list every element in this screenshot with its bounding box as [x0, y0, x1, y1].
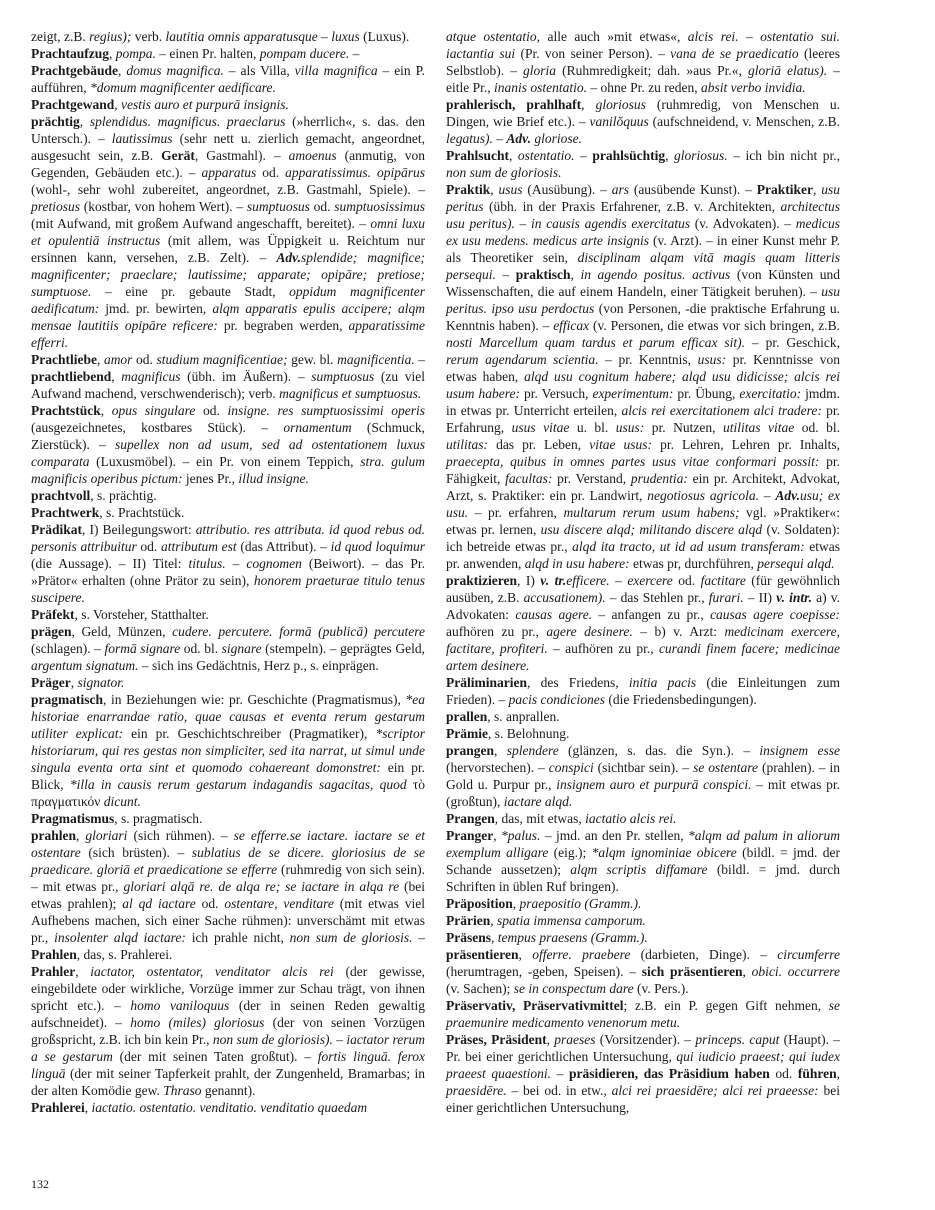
dictionary-entry: pragmatisch, in Beziehungen wie: pr. Geschichte (Pragmatismus), *ea historiae enarrandae ratio, quae causas et eventa rerum gestarum utiliter explicat: ein pr. Geschichtschreiber (Pragmatiker), *scriptor historiarum, qui res gestas non simpliciter, sed ita narrat, ut simul unde singula eventa orta sint et quomodo cohaereant domonstret: ein pr. Blick, *illa in causis rerum gestarum indagandis sagacitas, quod τὸ πραγματικόν dicunt.	[31, 692, 425, 809]
dictionary-entry: praktizieren, I) v. tr.efficere. – exercere od. factitare (für gewöhnlich ausüben, z.B. accusationem). – das Stehlen pr., furari. – II) v. intr. a) v. Advokaten: causas agere. – anfangen zu pr., causas agere coepisse: aufhören zu pr., agere desinere. – b) v. Arzt: medicinam exercere, factitare, profiteri. – aufhören zu pr., curandi finem facere; medicinae artem desinere.	[446, 573, 840, 673]
dictionary-entry: Prachtaufzug, pompa. – einen Pr. halten, pompam ducere. –	[31, 46, 360, 61]
dictionary-entry: prächtig, splendidus. magnificus. praeclarus (»herrlich«, s. das. den Untersch.). – lautissimus (sehr nett u. zierlich gemacht, angeordnet, ausgesucht sein, z.B. Gerät, Gastmahl). – amoenus (anmutig, von Gegenden, Gebäuden etc.). – apparatus od. apparatissimus. opipārus (wohl-, sehr wohl zubereitet, angeordnet, z.B. Gastmahl, Spiele). – pretiosus (kostbar, von hohem Wert). – sumptuosus od. sumptuosissimus (mit Aufwand, mit großem Aufwand angeschafft, bereitet). – omni luxu et opulentiā instructus (mit allem, was Üppigkeit u. Reichtum nur ersinnen kann, versehen, z.B. Zelt). – Adv.splendide; magnifice; magnificenter; praeclare; lautissime; apparate; opipāre; pretiose; sumptuose. – eine pr. gebaute Stadt, oppidum magnificenter aedificatum: jmd. pr. bewirten, alqm apparatis epulis accipere; alqm mensae lautitiis opipāre reficere: pr. begraben werden, apparatissime efferri.	[31, 114, 426, 350]
dictionary-entry: Pragmatismus, s. pragmatisch.	[31, 811, 203, 826]
dictionary-entry: Präservativ, Präservativmittel; z.B. ein P. gegen Gift nehmen, se praemunire medicamento venenorum metu.	[446, 998, 841, 1030]
dictionary-entry: prägen, Geld, Münzen, cudere. percutere. formā (publicā) percutere (schlagen). – formā signare od. bl. signare (stempeln). – geprägtes Geld, argentum signatum. – sich ins Gedächtnis, Herz p., s. einprägen.	[31, 624, 426, 673]
dictionary-entry: Präfekt, s. Vorsteher, Statthalter.	[31, 607, 209, 622]
dictionary-entry: Präsens, tempus praesens (Gramm.).	[446, 930, 648, 945]
dictionary-entry: Prahler, iactator, ostentator, venditator alcis rei (der gewisse, eingebildete oder wirkliche, Vorzüge immer zur Schau trägt, von ihnen spricht etc.). – homo vaniloquus (der in seinen Reden gewaltig aufschneidet). – homo (miles) gloriosus (der von seinen Vorzügen großspricht, z.B. ich bin kein Pr., non sum de gloriosis). – iactator rerum a se gestarum (der mit seinen Taten großtut). – fortis linguā. ferox linguā (der mit seiner Tapferkeit prahlt, der Zungenheld, Bramarbas; in der alten Komödie gew. Thraso genannt).	[31, 964, 426, 1098]
dictionary-entry: Prahlsucht, ostentatio. – prahlsüchtig, gloriosus. – ich bin nicht pr., non sum de gloriosis.	[446, 148, 841, 180]
dictionary-entry: prachtvoll, s. prächtig.	[31, 488, 157, 503]
dictionary-entry: Präger, signator.	[31, 675, 125, 690]
dictionary-entry: Prachtstück, opus singulare od. insigne. res sumptuosissimi operis (ausgezeichnetes, kostbares Stück). – ornamentum (Schmuck, Zierstück). – supellex non ad usum, sed ad ostentationem luxus comparata (Luxusmöbel). – ein Pr. von einem Teppich, stra. gulum magnificis operibus pictum: jenes Pr., illud insigne.	[31, 403, 426, 486]
dictionary-entry: Prangen, das, mit etwas, iactatio alcis rei.	[446, 811, 677, 826]
dictionary-entry: Prachtliebe, amor od. studium magnificentiae; gew. bl. magnificentia. – prachtliebend, magnificus (übh. im Äußern). – sumptuosus (zu viel Aufwand machend, verschwenderisch); verb. magnificus et sumptuosus.	[31, 352, 426, 401]
right-column	[446, 28, 840, 1116]
dictionary-entry: prallen, s. anprallen.	[446, 709, 560, 724]
dictionary-entry: zeigt, z.B. regius); verb. lautitia omnis apparatusque – luxus (Luxus).	[31, 29, 410, 44]
dictionary-entry: Prachtgewand, vestis auro et purpurā insignis.	[31, 97, 289, 112]
dictionary-entry: prahlen, gloriari (sich rühmen). – se efferre.se iactare. iactare se et ostentare (sich brüsten). – sublatius de se dicere. gloriosius de se praedicare. gloriā et praedicatione se efferre (ruhmredig von sich sein). – mit etwas pr., gloriari alqā re. de alqa re; se iactare in alqa re (bei etwas prahlen); al qd iactare od. ostentare, venditare (mit etwas viel Aufhebens machen, sich einer Sache rühmen): unverschämt mit etwas pr., insolenter alqd iactare: ich prahle nicht, non sum de gloriosis. – Prahlen, das, s. Prahlerei.	[31, 828, 425, 962]
left-column	[31, 28, 425, 1116]
dictionary-entry: prahlerisch, prahlhaft, gloriosus (ruhmredig, von Menschen u. Dingen, wie Brief etc.). – vanilŏquus (aufschneidend, v. Menschen, z.B. legatus). – Adv. gloriose.	[446, 97, 840, 146]
dictionary-entry: prangen, splendere (glänzen, s. das. die Syn.). – insignem esse (hervorstechen). – conspici (sichtbar sein). – se ostentare (prahlen). – in Gold u. Purpur pr., insignem auro et purpurā conspici. – mit etwas pr. (großtun), iactare alqd.	[446, 743, 840, 809]
dictionary-entry: Präses, Präsident, praeses (Vorsitzender). – princeps. caput (Haupt). – Pr. bei einer gerichtlichen Untersuchung, qui iudicio praeest; qui iudex praeest quaestioni. – präsidieren, das Präsidium haben od. führen, praesidēre. – bei od. in etw., alci rei praesidēre; alci rei praeesse: bei einer gerichtlichen Untersuchung,	[446, 1032, 841, 1115]
dictionary-entry: Prachtwerk, s. Prachtstück.	[31, 505, 185, 520]
dictionary-entry: Prämie, s. Belohnung.	[446, 726, 570, 741]
dictionary-entry: Präliminarien, des Friedens, initia pacis (die Einleitungen zum Frieden). – pacis condiciones (die Friedensbedingungen).	[446, 675, 840, 707]
dictionary-entry: Prahlerei, iactatio. ostentatio. venditatio. venditatio quaedam	[31, 1100, 368, 1115]
dictionary-entry: präsentieren, offerre. praebere (darbieten, Dinge). – circumferre (herumtragen, -geben, Speisen). – sich präsentieren, obici. occurrere (v. Sachen); se in conspectum dare (v. Pers.).	[446, 947, 841, 996]
dictionary-entry: Prärien, spatia immensa camporum.	[446, 913, 646, 928]
dictionary-entry: Praktik, usus (Ausübung). – ars (ausübende Kunst). – Praktiker, usu peritus (übh. in der Praxis Erfahrener, z.B. v. Architekten, architectus usu peritus). – in causis agendis exercitatus (v. Advokaten). – medicus ex usu medens. medicus arte insignis (v. Arzt). – in einer Kunst mehr P. als Theoretiker sein, disciplinam alqam vitā magis quam litteris persequi. – praktisch, in agendo positus. activus (von Künsten und Wissenschaften, die auf einem Handeln, einer Tätigkeit beruhen). – usu peritus. ipso usu perdoctus (von Personen, -die praktische Erfahrung u. Kenntnis haben). – efficax (v. Personen, die etwas vor sich bringen, z.B. nosti Marcellum quam tardus et parum efficax sit). – pr. Geschick, rerum agendarum scientia. – pr. Kenntnis, usus: pr. Kenntnisse von etwas haben, alqd usu cognitum habere; alqd usu didicisse; alcis rei usum habere: pr. Versuch, experimentum: pr. Übung, exercitatio: jmdm. in etwas pr. Unterricht erteilen, alcis rei exercitationem alci tradere: pr. Erfahrung, usus vitae u. bl. usus: pr. Nutzen, utilitas vitae od. bl. utilitas: das pr. Leben, vitae usus: pr. Lehren, Lehren pr. Inhalts, praecepta, quibus in omnes partes usus vitae conformari possit: pr. Fähigkeit, facultas: pr. Verstand, prudentia: ein pr. Architekt, Advokat, Arzt, s. Praktiker: ein pr. Landwirt, negotiosus agricola. – Adv.usu; ex usu. – pr. erfahren, multarum rerum usum habens; vgl. »Praktiker«: etwas pr. lernen, usu discere alqd; militando discere alqd (v. Soldaten): ich betreide etwas pr., alqd ita tracto, ut id ad usum transferam: etwas pr. anwenden, alqd in usu habere: etwas pr, durchführen, persequi alqd.	[446, 182, 841, 571]
dictionary-entry: atque ostentatio, alle auch »mit etwas«, alcis rei. – ostentatio sui. iactantia sui (Pr. von seiner Person). – vana de se praedicatio (leeres Selbstlob). – gloria (Ruhmredigkeit; dah. »aus Pr.«, gloriā elatus). – eitle Pr., inanis ostentatio. – ohne Pr. zu reden, absit verbo invidia.	[446, 29, 841, 95]
dictionary-entry: Prachtgebäude, domus magnifica. – als Villa, villa magnifica – ein P. aufführen, *domum magnificenter aedificare.	[31, 63, 425, 95]
dictionary-entry: Pranger, *palus. – jmd. an den Pr. stellen, *alqm ad palum in aliorum exemplum alligare (eig.); *alqm ignominiae obicere (bildl. = jmd. der Schande aussetzen); alqm scriptis diffamare (bildl. = jmd. durch Schriften in üblen Ruf bringen).	[446, 828, 841, 894]
dictionary-entry: Prädikat, I) Beilegungswort: attributio. res attributa. id quod rebus od. personis attribuitur od. attributum est (das Attribut). – id quod loquimur (die Aussage). – II) Titel: titulus. – cognomen (Beiwort). – das Pr. »Prätor« erhalten (ohne Prätor zu sein), honorem praeturae titulo tenus suscipere.	[31, 522, 426, 605]
dictionary-entry: Präposition, praepositio (Gramm.).	[446, 896, 642, 911]
page-number: 132	[31, 1177, 49, 1191]
